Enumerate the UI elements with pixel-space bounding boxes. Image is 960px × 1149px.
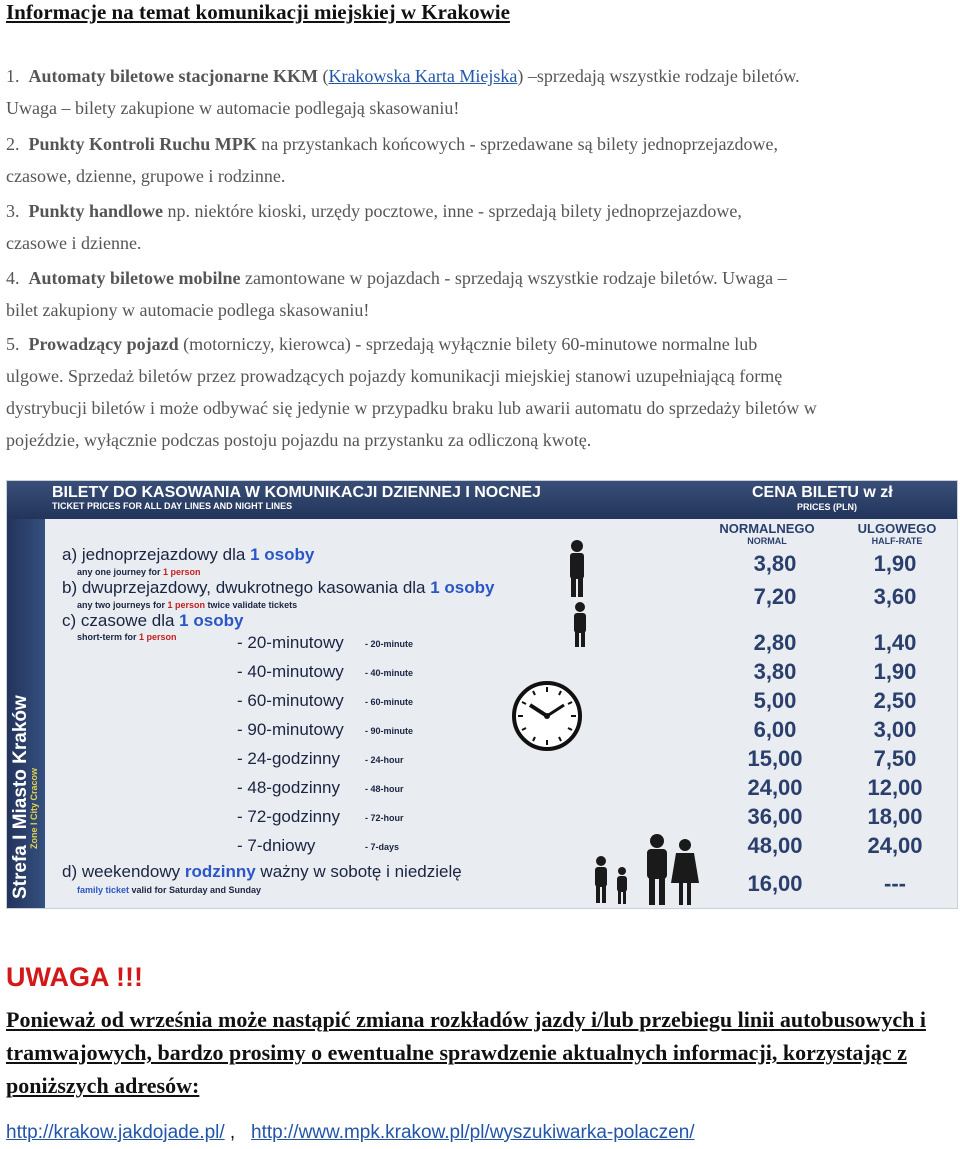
ticket-d-text: d) weekendowy bbox=[62, 862, 185, 881]
warning-notice: Ponieważ od września może nastąpić zmiana rozkładów jazdy i/lub przebiegu linii autobusowych i tramwajowych, bardzo prosimy o ewentualne sprawdzenie aktualnych informacji, korzystając z poniższych adresów: bbox=[6, 1007, 926, 1098]
column-normal-en: NORMAL bbox=[747, 536, 787, 546]
price-reduced: 1,40 bbox=[873, 630, 917, 655]
ticket-c-text: c) czasowe dla bbox=[62, 611, 180, 630]
price-normal: 5,00 bbox=[753, 688, 797, 713]
time-ticket-en: - 90-minute bbox=[365, 726, 414, 736]
mpk-link[interactable]: http://www.mpk.krakow.pl/pl/wyszukiwarka-polaczen/ bbox=[251, 1122, 695, 1143]
page-title: Informacje na temat komunikacji miejskiej w Krakowie bbox=[6, 0, 510, 24]
item-number: 1. bbox=[6, 66, 20, 86]
time-ticket-en: - 24-hour bbox=[365, 755, 404, 765]
links-line bbox=[6, 1122, 695, 1144]
price-reduced: --- bbox=[884, 871, 906, 896]
time-ticket-label: - 20-minutowy bbox=[237, 633, 344, 652]
time-ticket-en: - 72-hour bbox=[365, 813, 404, 823]
time-ticket-label: - 7-dniowy bbox=[237, 836, 316, 855]
ticket-b-en-highlight: 1 person bbox=[167, 600, 206, 610]
item-heading: Automaty biletowe stacjonarne KKM bbox=[28, 66, 318, 86]
ticket-b-text: b) dwuprzejazdowy, dwukrotnego kasowania dla bbox=[62, 578, 431, 597]
price-header-pl: CENA BILETU w zł bbox=[752, 484, 893, 501]
price-normal: 3,80 bbox=[753, 551, 797, 576]
price-normal: 3,80 bbox=[753, 659, 797, 684]
item-text: dystrybucji biletów i może odbywać się jedynie w przypadku braku lub awarii automatu do sprzedaży biletów w bbox=[6, 398, 817, 418]
item-text: na przystankach końcowych - sprzedawane są bilety jednoprzejazdowe, bbox=[256, 134, 778, 154]
column-reduced-en: HALF-RATE bbox=[871, 536, 923, 546]
ticket-b-en bbox=[77, 600, 297, 610]
item-text: bilet zakupiony w automacie podlega skasowaniu! bbox=[6, 300, 370, 320]
column-reduced-header bbox=[842, 521, 952, 546]
ticket-a-en-highlight: 1 person bbox=[163, 567, 201, 577]
item-text: pojeździe, wyłącznie podczas postoju pojazdu na przystanku za odliczoną kwotę. bbox=[6, 430, 592, 450]
item-text: zamontowane w pojazdach - sprzedają wszystkie rodzaje biletów. Uwaga – bbox=[240, 268, 787, 288]
clock-icon bbox=[512, 681, 582, 751]
warning-heading: UWAGA !!! bbox=[6, 962, 143, 992]
ticket-a-label bbox=[62, 545, 314, 565]
item-number: 5. bbox=[6, 334, 20, 354]
price-reduced: 1,90 bbox=[873, 551, 917, 576]
price-normal: 7,20 bbox=[753, 584, 797, 609]
ticket-header-en: TICKET PRICES FOR ALL DAY LINES AND NIGHT LINES bbox=[52, 501, 293, 511]
price-reduced: 24,00 bbox=[867, 833, 923, 858]
list-item bbox=[6, 128, 956, 192]
ticket-d-label bbox=[62, 862, 462, 882]
item-text: czasowe, dzienne, grupowe i rodzinne. bbox=[6, 166, 286, 186]
price-normal: 36,00 bbox=[747, 804, 803, 829]
item-text: czasowe i dzienne. bbox=[6, 233, 142, 253]
time-ticket-label: - 60-minutowy bbox=[237, 691, 344, 710]
column-normal-pl: NORMALNEGO bbox=[719, 521, 815, 536]
time-ticket-en: - 48-hour bbox=[365, 784, 404, 794]
list-item bbox=[6, 195, 956, 259]
ticket-a-en-text: any one journey for bbox=[77, 567, 164, 577]
family-icon bbox=[587, 831, 707, 907]
column-reduced-pl: ULGOWEGO bbox=[857, 521, 937, 536]
ticket-d-rest: ważny w sobotę i niedzielę bbox=[255, 862, 462, 881]
ticket-b-en-text: any two journeys for bbox=[77, 600, 168, 610]
item-text: ulgowe. Sprzedaż biletów przez prowadzących pojazdy komunikacji miejskiej stanowi uzupełniającą formę bbox=[6, 366, 783, 386]
ticket-header-pl: BILETY DO KASOWANIA W KOMUNIKACJI DZIENNEJ I NOCNEJ bbox=[52, 484, 541, 501]
list-item bbox=[6, 60, 956, 124]
ticket-b-label bbox=[62, 578, 494, 598]
ticket-a-highlight: 1 osoby bbox=[250, 545, 315, 564]
ticket-a-text: a) jednoprzejazdowy dla bbox=[62, 545, 251, 564]
zone-sublabel: Zone I City Cracow bbox=[29, 767, 39, 849]
time-ticket-label: - 90-minutowy bbox=[237, 720, 344, 739]
price-reduced: 2,50 bbox=[873, 688, 917, 713]
time-ticket-en: - 60-minute bbox=[365, 697, 414, 707]
ticket-d-en-rest: valid for Saturday and Sunday bbox=[129, 885, 262, 895]
item-heading: Punkty handlowe bbox=[28, 201, 164, 221]
ticket-c-en-highlight: 1 person bbox=[139, 632, 177, 642]
ticket-d-en bbox=[77, 885, 261, 895]
item-number: 2. bbox=[6, 134, 20, 154]
price-normal: 6,00 bbox=[753, 717, 797, 742]
item-heading: Punkty Kontroli Ruchu MPK bbox=[28, 134, 257, 154]
item-number: 4. bbox=[6, 268, 20, 288]
zone-sidebar bbox=[7, 519, 45, 908]
ticket-header-bar bbox=[7, 481, 957, 519]
time-ticket-label: - 40-minutowy bbox=[237, 662, 344, 681]
price-reduced: 12,00 bbox=[867, 775, 923, 800]
price-reduced: 7,50 bbox=[873, 746, 917, 771]
ticket-c-en-text: short-term for bbox=[77, 632, 140, 642]
price-reduced: 18,00 bbox=[867, 804, 923, 829]
list-item bbox=[6, 262, 956, 326]
item-heading: Prowadzący pojazd bbox=[28, 334, 179, 354]
item-text: np. niektóre kioski, urzędy pocztowe, inne - sprzedają bilety jednoprzejazdowe, bbox=[163, 201, 742, 221]
links-separator: , bbox=[224, 1122, 241, 1143]
kkm-link[interactable]: Krakowska Karta Miejska bbox=[328, 66, 518, 86]
time-ticket-en: - 7-days bbox=[365, 842, 400, 852]
price-reduced: 1,90 bbox=[873, 659, 917, 684]
ticket-a-en bbox=[77, 567, 201, 577]
item-text: Uwaga – bilety zakupione w automacie podlegają skasowaniu! bbox=[6, 98, 460, 118]
price-reduced: 3,60 bbox=[873, 584, 917, 609]
ticket-c-label bbox=[62, 611, 243, 631]
ticket-d-highlight: rodzinny bbox=[184, 862, 256, 881]
ticket-price-table bbox=[6, 480, 958, 909]
ticket-c-highlight: 1 osoby bbox=[179, 611, 244, 630]
ticket-d-en-highlight: family ticket bbox=[77, 885, 130, 895]
zone-label: Strefa I Miasto Kraków bbox=[10, 695, 31, 899]
item-text: (motorniczy, kierowca) - sprzedają wyłącznie bilety 60-minutowe normalne lub bbox=[178, 334, 758, 354]
jakdojade-link[interactable]: http://krakow.jakdojade.pl/ bbox=[6, 1122, 225, 1143]
column-normal-header bbox=[707, 521, 827, 546]
time-ticket-label: - 48-godzinny bbox=[237, 778, 341, 797]
ticket-c-en bbox=[77, 632, 177, 642]
ticket-b-highlight: 1 osoby bbox=[430, 578, 495, 597]
item-heading: Automaty biletowe mobilne bbox=[28, 268, 241, 288]
price-normal: 24,00 bbox=[747, 775, 803, 800]
ticket-b-en-rest: twice validate tickets bbox=[205, 600, 298, 610]
price-normal: 15,00 bbox=[747, 746, 803, 771]
person-icon bbox=[567, 601, 593, 649]
time-ticket-label: - 72-godzinny bbox=[237, 807, 341, 826]
price-reduced: 3,00 bbox=[873, 717, 917, 742]
item-number: 3. bbox=[6, 201, 20, 221]
item-text: ( bbox=[317, 66, 329, 86]
list-item bbox=[6, 328, 956, 456]
item-text: ) –sprzedają wszystkie rodzaje biletów. bbox=[517, 66, 800, 86]
price-normal: 2,80 bbox=[753, 630, 797, 655]
time-ticket-en: - 20-minute bbox=[365, 639, 414, 649]
time-ticket-label: - 24-godzinny bbox=[237, 749, 341, 768]
price-header-en: PRICES (PLN) bbox=[797, 502, 858, 512]
person-icon bbox=[562, 539, 592, 599]
price-normal: 48,00 bbox=[747, 833, 803, 858]
price-normal: 16,00 bbox=[747, 871, 803, 896]
time-ticket-en: - 40-minute bbox=[365, 668, 414, 678]
